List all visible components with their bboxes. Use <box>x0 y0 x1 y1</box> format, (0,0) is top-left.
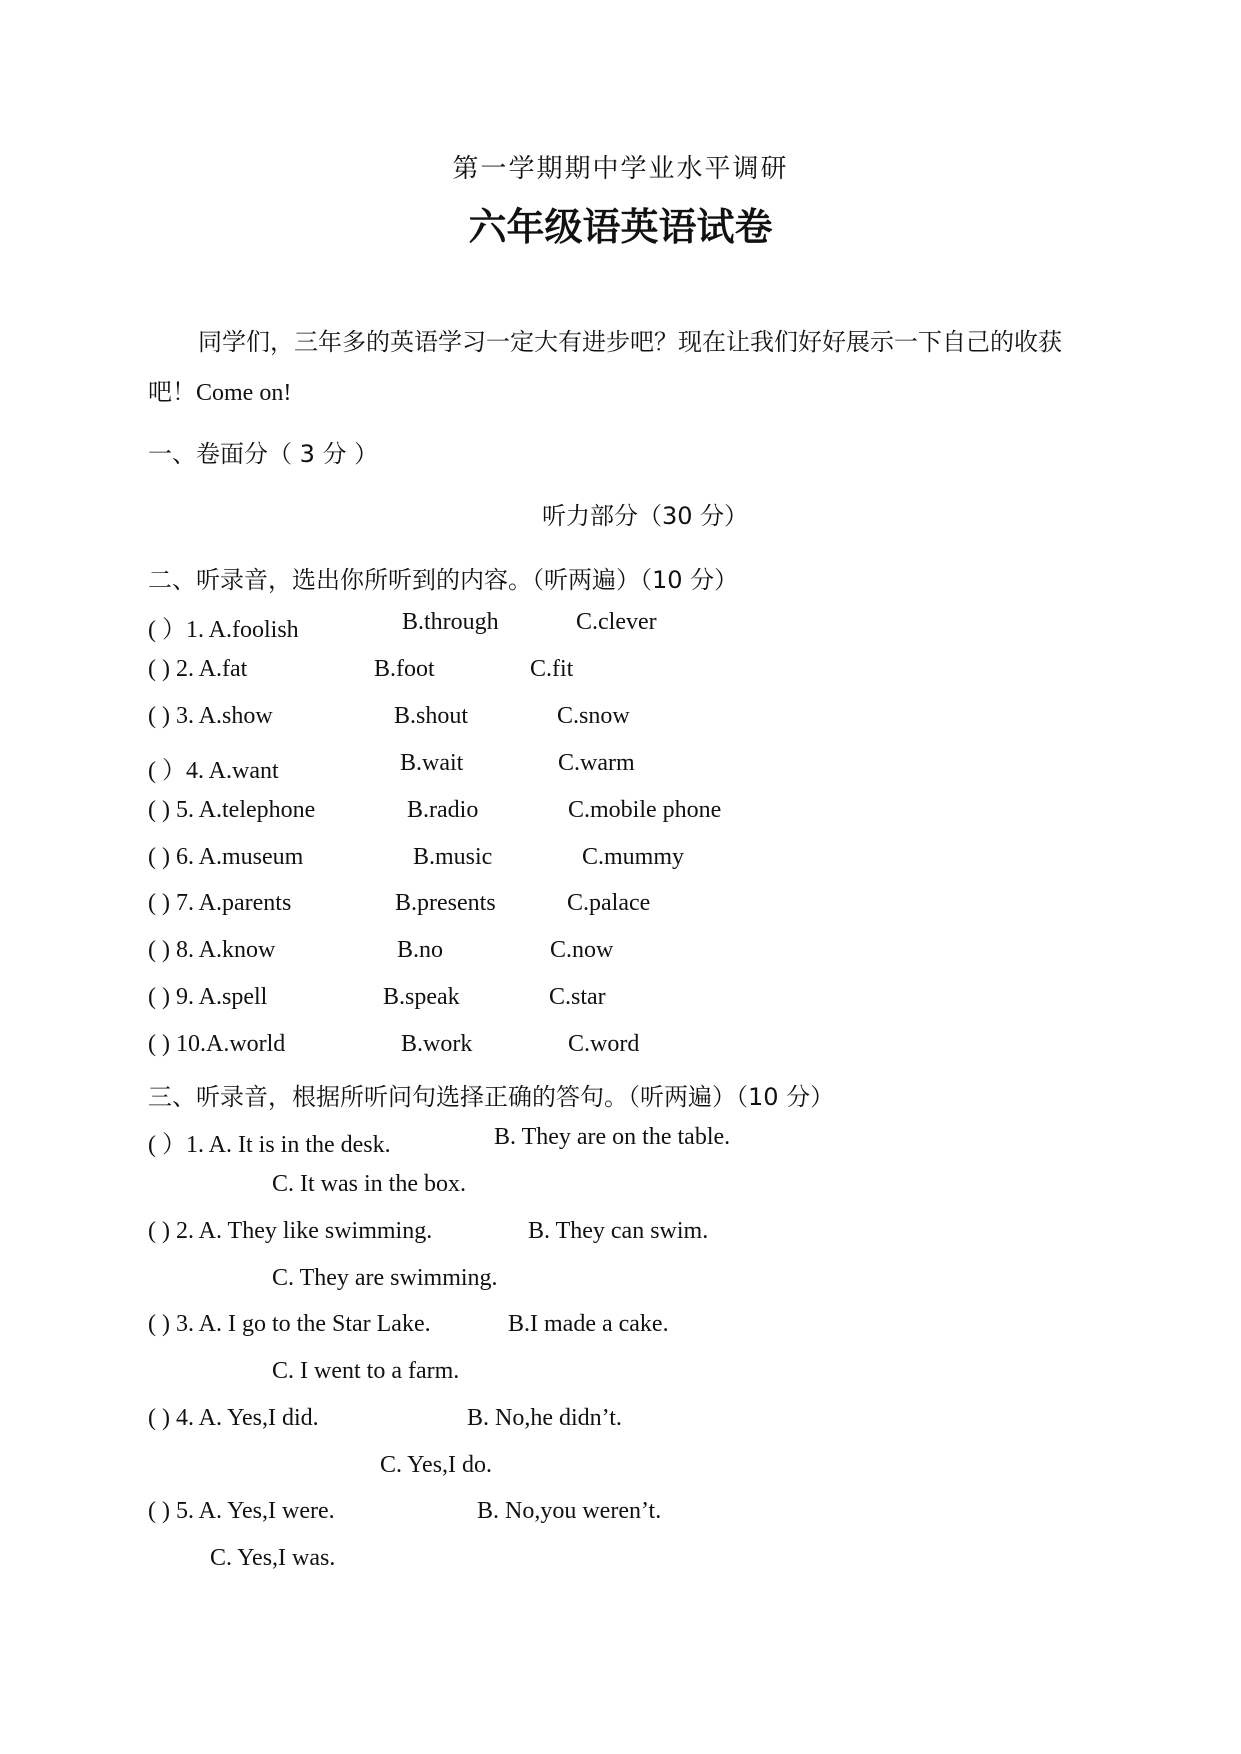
exam-title: 六年级语英语试卷 <box>468 205 773 249</box>
s2-q7-a: ( ) 7. A.parents <box>148 890 292 916</box>
s3-q3-b: B.I made a cake. <box>508 1311 669 1337</box>
s2-q4-b: B.wait <box>400 750 464 776</box>
s3-q4-c: C. Yes,I do. <box>380 1452 493 1478</box>
s2-q5-a: ( ) 5. A.telephone <box>148 797 316 823</box>
s3-q5-b: B. No,you weren’t. <box>477 1498 662 1524</box>
s2-q2-b: B.foot <box>374 656 435 682</box>
s2-q3-a: ( ) 3. A.show <box>148 703 273 729</box>
s3-q4-b: B. No,he didn’t. <box>467 1405 622 1431</box>
s2-q10-c: C.word <box>568 1031 640 1057</box>
s2-q2-c: C.fit <box>530 656 574 682</box>
s2-q6-c: C.mummy <box>582 844 685 870</box>
s2-q8-b: B.no <box>397 937 444 963</box>
s2-q5-b: B.radio <box>407 797 479 823</box>
s2-q1-b: B.through <box>402 609 499 635</box>
section-1-heading: 一、卷面分（ 3 分 ） <box>148 440 379 468</box>
s2-q8-c: C.now <box>550 937 614 963</box>
s2-q4-a: ( ）4. A.want <box>148 758 279 784</box>
s2-q9-a: ( ) 9. A.spell <box>148 984 268 1010</box>
s2-q10-b: B.work <box>401 1031 473 1057</box>
s2-q3-c: C.snow <box>557 703 630 729</box>
s2-q3-b: B.shout <box>394 703 469 729</box>
s2-q7-b: B.presents <box>395 890 496 916</box>
s2-q9-c: C.star <box>549 984 606 1010</box>
s3-q1-a: ( ）1. A. It is in the desk. <box>148 1132 391 1158</box>
s2-q7-c: C.palace <box>567 890 651 916</box>
section-3-heading: 三、听录音，根据所听问句选择正确的答句。（听两遍）（10 分） <box>148 1083 835 1111</box>
s2-q5-c: C.mobile phone <box>568 797 722 823</box>
s3-q2-b: B. They can swim. <box>528 1218 709 1244</box>
s3-q5-a: ( ) 5. A. Yes,I were. <box>148 1498 335 1524</box>
intro-line-2: 吧！Come on! <box>148 380 292 406</box>
s3-q3-c: C. I went to a farm. <box>272 1358 460 1384</box>
s3-q1-b: B. They are on the table. <box>494 1124 731 1150</box>
intro-line-1: 同学们，三年多的英语学习一定大有进步吧？现在让我们好好展示一下自己的收获 <box>198 330 1062 356</box>
s2-q10-a: ( ) 10.A.world <box>148 1031 286 1057</box>
s2-q4-c: C.warm <box>558 750 635 776</box>
s3-q2-c: C. They are swimming. <box>272 1265 498 1291</box>
s2-q6-a: ( ) 6. A.museum <box>148 844 304 870</box>
s2-q6-b: B.music <box>413 844 493 870</box>
exam-subtitle: 第一学期期中学业水平调研 <box>452 154 789 183</box>
s2-q9-b: B.speak <box>383 984 460 1010</box>
s2-q2-a: ( ) 2. A.fat <box>148 656 248 682</box>
s2-q1-c: C.clever <box>576 609 657 635</box>
s3-q2-a: ( ) 2. A. They like swimming. <box>148 1218 433 1244</box>
s3-q3-a: ( ) 3. A. I go to the Star Lake. <box>148 1311 431 1337</box>
s3-q4-a: ( ) 4. A. Yes,I did. <box>148 1405 319 1431</box>
s2-q1-a: ( ）1. A.foolish <box>148 617 299 643</box>
s3-q1-c: C. It was in the box. <box>272 1171 466 1197</box>
listening-heading: 听力部分（30 分） <box>542 502 749 530</box>
section-2-heading: 二、听录音，选出你所听到的内容。（听两遍）（10 分） <box>148 566 739 594</box>
s2-q8-a: ( ) 8. A.know <box>148 937 276 963</box>
s3-q5-c: C. Yes,I was. <box>210 1545 336 1571</box>
